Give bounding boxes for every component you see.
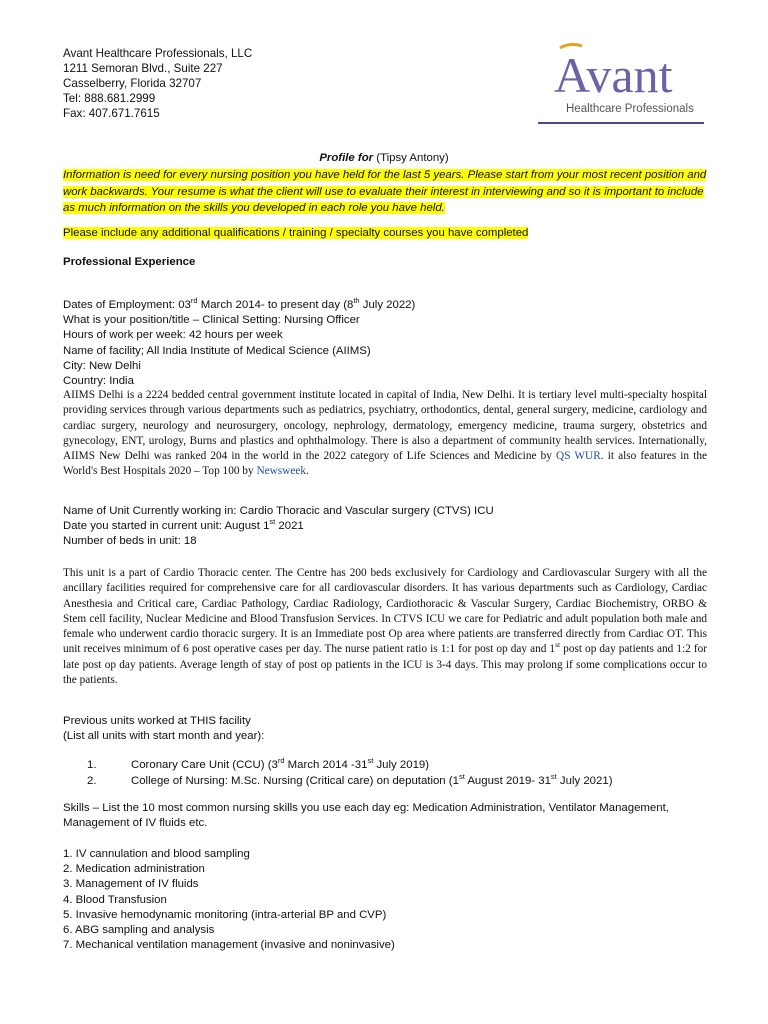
list-item: 2. College of Nursing: M.Sc. Nursing (Critical care) on deputation (1st August 2019- 31st July 2021) — [87, 771, 613, 787]
employment-details — [63, 298, 707, 389]
section-heading: Professional Experience — [63, 256, 196, 268]
logo-tagline: Healthcare Professionals — [566, 103, 694, 115]
list-item: 1. IV cannulation and blood sampling — [63, 848, 250, 860]
address-line: Fax: 407.671.7615 — [63, 107, 160, 120]
unit-details — [63, 504, 707, 550]
country-line: Country: India — [63, 375, 134, 388]
address-line: Tel: 888.681.2999 — [63, 92, 156, 105]
list-item: 3. Management of IV fluids — [63, 878, 199, 891]
qualifications-text: Please include any additional qualifications / training / specialty courses you have completed — [63, 227, 529, 239]
newsweek-link[interactable]: Newsweek — [256, 465, 306, 478]
instructions-paragraph — [63, 167, 713, 217]
list-item: 2. Medication administration — [63, 863, 205, 876]
qs-wur-link[interactable]: QS WUR — [556, 450, 601, 463]
skills-list — [63, 847, 707, 953]
list-item: 1. Coronary Care Unit (CCU) (3rd March 2014 -31st July 2019) — [87, 756, 430, 772]
facility-line: Name of facility; All India Institute of Medical Science (AIIMS) — [63, 344, 371, 357]
unit-description: This unit is a part of Cardio Thoracic center. The Centre has 200 beds exclusively for Cardiology and Cardiovascular Surgery with all the ancillary facilities required for comprehensive care for all cardiovascular disorders. It has various departments such as Cardiology, Cardiac Anesthesia and Critical care, Cardiac Pathology, Cardiac Radiology, Cardiothoracic & Vascular Surgery, Cardiac Biochemistry, ORBO & Stem cell facility, Nuclear Medicine and Blood Transfusion Services. In CTVS ICU we care for Pediatric and adult population both male and female who underwent cardio thoracic surgery. It is an Immediate post Op area where patients are transferred directly from Cardiac OT. This unit receives minimum of 6 post operative cases per day. The nurse patient ratio is 1:1 for post op day and 1st post op day patients and 1:2 for late post op day patients. Average length of stay of post op patients in the ICU is 3-4 days. This may prolong if some complications occur to the patients. — [63, 567, 707, 687]
previous-units — [63, 714, 707, 789]
company-address — [63, 46, 252, 121]
unit-name-line: Name of Unit Currently working in: Cardio Thoracic and Vascular surgery (CTVS) ICU — [63, 505, 494, 517]
candidate-name: (Tipsy Antony) — [376, 152, 449, 164]
profile-label: Profile for — [319, 152, 374, 164]
facility-description: AIIMS Delhi is a 2224 bedded central government institute located in capital of India, New Delhi. It is tertiary level multi-specialty hospital providing services through various departments such as pediatrics, psychiatry, orthodontics, dental, general surgery, medicine, cardiology and cardiac surgery, neurology and neurosurgery, oncology, nephrology, dermatology, emergency medicine, trauma surgery, obstetrics and gynecology, ENT, urology, Burns and plastics and ophthalmology. There is also a department of community health services. Internationally, AIIMS New Delhi was ranked 204 in the world in the 2022 category of Life Sciences and Medicine by QS WUR. it also features in the World's Best Hospitals 2020 – Top 100 by Newsweek. — [63, 389, 707, 478]
list-item: 7. Mechanical ventilation management (invasive and noninvasive) — [63, 939, 395, 952]
previous-units-list — [63, 758, 707, 788]
qualifications-note — [63, 226, 528, 241]
unit-start-line: Date you started in current unit: August 1st 2021 — [63, 517, 304, 533]
list-item: 5. Invasive hemodynamic monitoring (intra-arterial BP and CVP) — [63, 908, 387, 921]
address-line: 1211 Semoran Blvd., Suite 227 — [63, 62, 223, 75]
hours-line: Hours of work per week: 42 hours per week — [63, 329, 283, 342]
list-item: 6. ABG sampling and analysis — [63, 924, 215, 937]
skills-intro: Skills – List the 10 most common nursing skills you use each day eg: Medication Administration, Ventilator Management, Management of IV fluids etc. — [63, 802, 669, 830]
logo-wordmark: Avant — [554, 47, 673, 103]
instructions-text: Information is need for every nursing position you have held for the last 5 years. Please start from your most recent position and work backwards. Your resume is what the client will use to evaluate their interest in interviewing and so it is important to include as much information on the skills you developed in each role you have held. — [63, 169, 707, 214]
employment-dates: Dates of Employment: 03rd March 2014- to present day (8th July 2022) — [63, 296, 416, 311]
unit-beds-line: Number of beds in unit: 18 — [63, 535, 197, 548]
address-line: Casselberry, Florida 32707 — [63, 77, 202, 90]
profile-title — [0, 152, 768, 164]
previous-units-subtitle: (List all units with start month and year): — [63, 730, 265, 743]
address-line: Avant Healthcare Professionals, LLC — [63, 47, 253, 60]
position-line: What is your position/title – Clinical Setting: Nursing Officer — [63, 314, 360, 327]
previous-units-title: Previous units worked at THIS facility — [63, 715, 251, 727]
header-divider — [538, 122, 704, 124]
list-item: 4. Blood Transfusion — [63, 893, 167, 906]
avant-logo — [548, 40, 716, 122]
city-line: City: New Delhi — [63, 359, 141, 372]
